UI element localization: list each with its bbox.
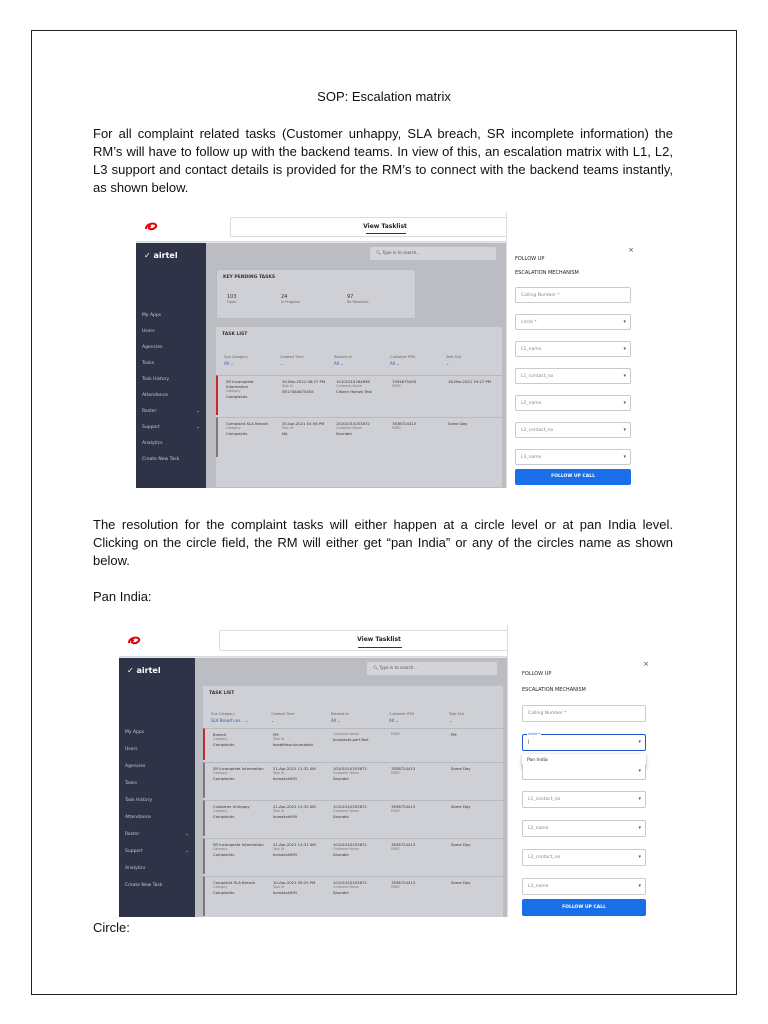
sidebar-item-attendance[interactable]: Attendance [125, 815, 151, 820]
sidebar-item-task-history[interactable]: Task History [125, 798, 153, 803]
sidebar-item-attendance[interactable]: Attendance [142, 392, 168, 398]
stat-in-progress: 24 In Progress [281, 294, 301, 304]
sidebar-brand: ✓ airtel [144, 251, 178, 260]
chevron-down-icon: ▾ [623, 373, 626, 379]
chevron-down-icon: ⌄ [196, 424, 200, 430]
key-pending-panel: KEY PENDING TASKS 103 Open 24 In Progress 97 Be Resolved [216, 269, 416, 319]
sidebar-item-roster[interactable]: Roster ⌄ [125, 832, 189, 837]
screenshot-pan-india [119, 625, 655, 917]
chevron-down-icon: ▾ [623, 454, 626, 460]
chevron-down-icon: ▾ [638, 825, 641, 831]
sidebar-item-analytics[interactable]: Analytics [125, 866, 146, 871]
sidebar-item-users[interactable]: Users [125, 747, 138, 752]
table-row[interactable]: Complaint SLA Breach Category Complaints 10-Apr-2021 05:25 PM Task Id kumakshiEM 10101010253872 Customer Name Saurabh 7838724413 PARD Same Day [203, 876, 503, 916]
chevron-down-icon: ▾ [623, 346, 626, 352]
chevron-down-icon: ▾ [638, 883, 641, 889]
stat-open: 103 Open [227, 294, 237, 304]
chevron-down-icon: ▾ [623, 427, 626, 433]
chevron-down-icon: ⌄ [196, 408, 200, 414]
l3-name-select[interactable]: L3_name ▾ [515, 449, 631, 465]
calling-number-input[interactable]: Calling Number * [515, 287, 631, 303]
main-content [195, 658, 507, 917]
airtel-logo-icon [127, 636, 141, 646]
sidebar-item-create-new-task[interactable]: Create New Task [125, 883, 163, 888]
sidebar-item-my-apps[interactable]: My Apps [142, 312, 162, 318]
sidebar-item-users[interactable]: Users [142, 328, 155, 334]
table-row[interactable]: SR Incomplete Information Category Complaints 21-Apr-2021 11:32 AM Task Id kumakshiEM 10101010253872 Customer Name Saurabh 7838724413 PARD Same Day [203, 762, 503, 798]
chevron-down-icon: ▾ [623, 319, 626, 325]
sidebar-item-roster[interactable]: Roster ⌄ [142, 408, 200, 414]
follow-up-title: FOLLOW UP [515, 256, 545, 262]
l2-name-select[interactable]: L2_name ▾ [515, 395, 631, 411]
sub-category-filter[interactable]: SLA Breach an... ⌄ [211, 718, 249, 723]
chevron-down-icon[interactable]: ⌄ [446, 361, 450, 366]
follow-up-call-button[interactable]: FOLLOW UP CALL [522, 899, 646, 916]
l1-name-select[interactable] [522, 763, 646, 780]
sidebar-item-task-history[interactable]: Task History [142, 376, 170, 382]
stat-be-resolved: 97 Be Resolved [347, 294, 369, 304]
l2-contact-select[interactable]: L2_contact_no ▾ [522, 849, 646, 866]
sub-category-filter[interactable]: All ⌄ [224, 361, 234, 366]
pan-india-heading: Pan India: [93, 589, 152, 604]
l2-contact-select[interactable]: L2_contact_no ▾ [515, 422, 631, 438]
sidebar-item-support[interactable]: Support ⌄ [125, 849, 189, 854]
main-content [206, 243, 506, 488]
view-tasklist-tab[interactable]: View Tasklist [230, 217, 540, 237]
chevron-down-icon: ⌄ [185, 849, 189, 854]
l1-contact-select[interactable]: L1_contact_no ▾ [515, 368, 631, 384]
calling-number-input[interactable]: Calling Number * [522, 705, 646, 722]
sidebar-item-support[interactable]: Support ⌄ [142, 424, 200, 430]
related-id-filter[interactable]: All ⌄ [334, 361, 344, 366]
sidebar-brand: ✓ airtel [127, 666, 161, 675]
l1-name-select[interactable]: L1_name ▾ [515, 341, 631, 357]
screenshot-escalation-drawer [136, 212, 640, 488]
circle-heading: Circle: [93, 920, 130, 935]
search-input[interactable]: 🔍︎ Type in to search... [370, 247, 496, 260]
chevron-down-icon: ▾ [638, 768, 641, 774]
chevron-down-icon: ▾ [638, 739, 641, 745]
airtel-logo-icon [144, 222, 158, 232]
chevron-down-icon: ▾ [638, 796, 641, 802]
table-row[interactable]: SR Incomplete Information Category Complaints 30-Mar-2021 08:27 PM Task Id SR17484875405 10101010264696 Customer Name Citizen Horses Test 7494875405 PARD 18-Mar-2021 19:27 PM [216, 375, 502, 415]
table-row[interactable]: SR Incomplete Information Category Complaints 21-Apr-2021 11:31 AM Task Id kumakshiEM 10101010253872 Customer Name Saurabh 7838724413 PARD Same Day [203, 838, 503, 874]
document-title: SOP: Escalation matrix [317, 89, 451, 104]
table-row[interactable]: Breach Category Complaints PM Task Id bsebfidsurukumakshi Customer Name kumakshi-perf-Test PARD PM [203, 728, 503, 760]
chevron-down-icon[interactable]: ⌄ [271, 718, 275, 723]
task-list: TASK LIST Sub Category SLA Breach an... ⌄ Created Time ⌄ Related Id All ⌄ Customer RTN All ⌄ Task SLA ⌄ Breach Category Complaints PM Task Id bsebfidsurukumakshi Customer Name kumakshi-perf-Test PARD PM SR Incomplete Information Category Complaints 21-Apr-2021 11:32 AM Task Id kumakshiEM 10101010253872 Customer Name Saurabh 7838724413 PARD Same Day Customer Unhappy Category Complaints 21-Apr-2021 11:32 AM Task Id kumakshiEM 10101010253872 Customer Name Saurabh 7838724413 PARD Same Day SR Incomplete Information Category Complaints 21-Apr-2021 11:31 AM Task Id kumakshiEM 10101010253872 Customer Name Saurabh 7838724413 PARD Same Day Complaint SLA Breach Category Complaints 10-Apr-2021 05:25 PM Task Id kumakshiEM 10101010253872 Customer Name Saurabh 7838724413 PARD Same Day [203, 686, 503, 917]
search-icon: 🔍︎ [376, 250, 382, 255]
escalation-mechanism-title: ESCALATION MECHANISM [515, 270, 579, 276]
chevron-down-icon[interactable]: ⌄ [449, 718, 453, 723]
view-tasklist-tab[interactable]: View Tasklist [219, 630, 539, 651]
sidebar-menu [142, 307, 200, 467]
follow-up-call-button[interactable]: FOLLOW UP CALL [515, 469, 631, 485]
escalation-drawer [507, 625, 655, 917]
table-row[interactable]: Customer Unhappy Category Complaints 21-Apr-2021 11:32 AM Task Id kumakshiEM 10101010253872 Customer Name Saurabh 7838724413 PARD Same Day [203, 800, 503, 836]
sidebar-item-agencies[interactable]: Agencies [142, 344, 163, 350]
circle-select[interactable]: circle * | ▾ [522, 734, 646, 751]
close-icon[interactable]: × [643, 660, 649, 668]
search-input[interactable]: 🔍︎ Type in to search... [367, 662, 497, 675]
chevron-down-icon: ⌄ [185, 832, 189, 837]
resolution-paragraph: The resolution for the complaint tasks will either happen at a circle level or at pan India level. Clicking on the circle field, the RM will either get “pan India” or any of the circles name as shown below. [93, 517, 673, 568]
related-id-filter[interactable]: All ⌄ [331, 718, 341, 723]
sidebar [119, 658, 195, 917]
sidebar-item-tasks[interactable]: Tasks [142, 360, 155, 366]
customer-rtn-filter[interactable]: All ⌄ [390, 361, 400, 366]
sidebar-item-analytics[interactable]: Analytics [142, 440, 163, 446]
chevron-down-icon: ▾ [638, 854, 641, 860]
l1-contact-select[interactable]: L1_contact_no ▾ [522, 791, 646, 808]
customer-rtn-filter[interactable]: All ⌄ [389, 718, 399, 723]
intro-paragraph: For all complaint related tasks (Customer unhappy, SLA breach, SR incomplete information) the RM’s will have to follow up with the backend teams. In view of this, an escalation matrix with L1, L2, L3 support and contact details is provided for the RM’s to connect with the backend teams instantly, as shown below. [93, 126, 673, 195]
chevron-down-icon: ▾ [623, 400, 626, 406]
escalation-mechanism-title: ESCALATION MECHANISM [522, 687, 586, 693]
l3-name-select[interactable]: L3_name ▾ [522, 878, 646, 895]
follow-up-title: FOLLOW UP [522, 671, 552, 677]
sidebar-item-create-new-task[interactable]: Create New Task [142, 456, 180, 462]
search-icon: 🔍︎ [373, 665, 379, 670]
task-list: TASK LIST Sub Category All ⌄ Created Time ⌄ Related Id All ⌄ Customer RTN All ⌄ Task SLA ⌄ SR Incomplete Information Category Complaints 30-Mar-2021 08:27 PM Task Id SR17484875405 10101010264696 Customer Name Citizen Horses Test 7494875405 PARD 18-Mar-2021 19:27 PM Complaint SLA Breach Category Complaints 20-Apr-2021 04:56 PM Task Id NA 10101010253872 Customer Name Saurabh 7838724413 PARD Same Day [216, 327, 502, 487]
l2-name-select[interactable]: L2_name ▾ [522, 820, 646, 837]
circle-select[interactable]: circle * ▾ [515, 314, 631, 330]
table-row[interactable]: Complaint SLA Breach Category Complaints 20-Apr-2021 04:56 PM Task Id NA 10101010253872 Customer Name Saurabh 7838724413 PARD Same Day [216, 417, 502, 457]
sidebar [136, 243, 206, 488]
pan-india-option[interactable]: Pan India [527, 758, 548, 763]
sidebar-item-agencies[interactable]: Agencies [125, 764, 146, 769]
sidebar-item-my-apps[interactable]: My Apps [125, 730, 145, 735]
chevron-down-icon[interactable]: ⌄ [280, 361, 284, 366]
close-icon[interactable]: × [628, 246, 634, 254]
escalation-drawer [506, 212, 640, 488]
sidebar-item-tasks[interactable]: Tasks [125, 781, 138, 786]
sidebar-menu [125, 724, 189, 894]
